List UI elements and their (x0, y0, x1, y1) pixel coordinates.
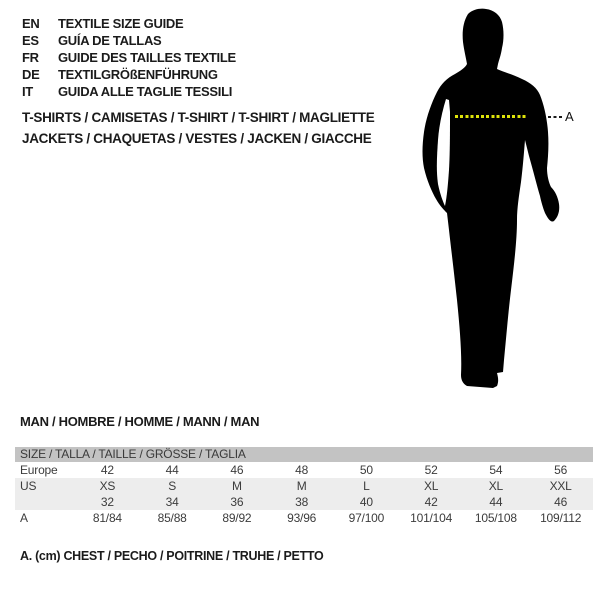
language-row-en (22, 15, 236, 32)
language-row-it (22, 83, 236, 100)
table-cell: 93/96 (287, 511, 317, 525)
table-row-us (15, 478, 593, 494)
table-cell: 97/100 (348, 511, 385, 525)
table-cell: 34 (165, 495, 179, 509)
table-cell: 44 (165, 463, 179, 477)
table-cell: 46 (554, 495, 568, 509)
language-title: GUIDE DES TAILLES TEXTILE (58, 50, 236, 65)
table-row-label: A (20, 511, 28, 525)
language-title: GUÍA DE TALLAS (58, 33, 162, 48)
table-row-label (15, 494, 75, 510)
language-title: GUIDA ALLE TAGLIE TESSILI (58, 84, 233, 99)
table-row-numeric (15, 494, 593, 510)
man-silhouette (405, 0, 600, 400)
table-cell: 89/92 (222, 511, 252, 525)
table-cell: 109/112 (540, 511, 582, 525)
language-title: TEXTILE SIZE GUIDE (58, 16, 184, 31)
table-cell: 50 (359, 463, 373, 477)
measurement-legend: A. (cm) CHEST / PECHO / POITRINE / TRUHE / PETTO (20, 549, 324, 563)
table-cell: M (296, 479, 307, 493)
table-cell: 105/108 (474, 511, 517, 525)
table-cell: XL (423, 479, 439, 493)
language-title: TEXTILGRÖßENFÜHRUNG (58, 67, 218, 82)
table-cell: 54 (489, 463, 503, 477)
language-list (22, 15, 236, 100)
category-line-jackets: JACKETS / CHAQUETAS / VESTES / JACKEN / GIACCHE (22, 130, 372, 146)
size-table (15, 447, 593, 526)
table-cell: 101/104 (410, 511, 453, 525)
language-code: FR (22, 50, 39, 65)
table-cell: XL (488, 479, 504, 493)
table-cell: 85/88 (157, 511, 187, 525)
table-cell: 44 (489, 495, 503, 509)
table-cell: 36 (230, 495, 244, 509)
table-row-label: Europe (20, 463, 58, 477)
table-cell: XXL (549, 479, 572, 493)
table-cell: 46 (230, 463, 244, 477)
table-cell: S (168, 479, 177, 493)
table-cell: M (231, 479, 242, 493)
table-row-a-chest (15, 510, 593, 526)
measurement-a-label: A (565, 109, 574, 124)
table-cell: 42 (424, 495, 438, 509)
table-cell: 32 (100, 495, 114, 509)
size-table-header: SIZE / TALLA / TAILLE / GRÖSSE / TAGLIA (15, 447, 593, 462)
language-row-fr (22, 49, 236, 66)
table-cell: 52 (424, 463, 438, 477)
table-cell: L (363, 479, 370, 493)
language-code: DE (22, 67, 40, 82)
language-row-es (22, 32, 236, 49)
garment-categories (22, 108, 374, 149)
table-cell: 38 (295, 495, 309, 509)
language-code: ES (22, 33, 39, 48)
table-cell: 48 (295, 463, 309, 477)
table-cell: 42 (100, 463, 114, 477)
chest-measure-dashes-on-body (455, 115, 527, 118)
chest-measure-dashes-pointer (548, 116, 563, 118)
category-line-tshirts: T-SHIRTS / CAMISETAS / T-SHIRT / T-SHIRT / MAGLIETTE (22, 110, 375, 125)
language-code: EN (22, 16, 40, 31)
language-row-de (22, 66, 236, 83)
table-cell: 81/84 (92, 511, 122, 525)
table-row-europe (15, 462, 593, 478)
language-code: IT (22, 84, 33, 99)
table-cell: XS (99, 479, 116, 493)
table-row-label: US (20, 479, 37, 493)
table-cell: 56 (554, 463, 568, 477)
section-title-man: MAN / HOMBRE / HOMME / MANN / MAN (20, 414, 260, 429)
table-cell: 40 (359, 495, 373, 509)
